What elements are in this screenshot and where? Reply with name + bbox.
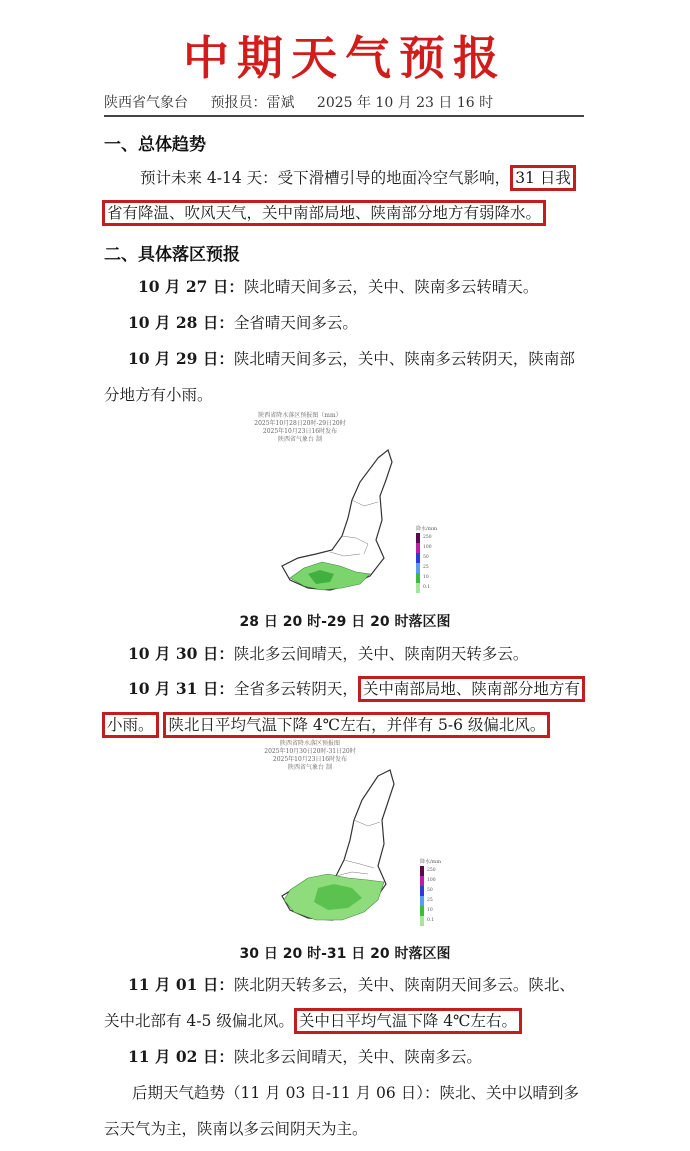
- legend-swatch: [420, 886, 424, 896]
- map1-period: 2025年10月28日20时-29日20时: [254, 420, 346, 427]
- forecast-day-1101-cont: [104, 1009, 522, 1031]
- legend2-title: 降水/mm: [420, 859, 442, 865]
- day-text: 全省多云转阴天，: [233, 680, 358, 698]
- legend-swatch: [420, 916, 424, 926]
- trend-line-2: 云天气为主，陕南以多云间阴天为主。: [104, 1120, 368, 1138]
- issuing-office: 陕西省气象台: [104, 95, 188, 111]
- legend-tick-label: 10: [423, 575, 429, 580]
- legend-tick-label: 10: [427, 908, 433, 913]
- trend-line-1: 后期天气趋势（11 月 03 日-11 月 06 日）：陕北、关中以晴到多: [132, 1084, 579, 1102]
- highlight-box-1031-2: 小雨。: [102, 712, 159, 738]
- document-title: 中期天气预报: [183, 31, 507, 85]
- legend-tick-label: 25: [423, 565, 429, 570]
- highlight-box-1101: 关中日平均气温下降 4℃左右。: [294, 1008, 522, 1034]
- map1-caption: 28 日 20 时-29 日 20 时落区图: [239, 614, 451, 630]
- legend-tick-label: 0.1: [423, 585, 431, 590]
- forecast-day-1031: [128, 677, 585, 699]
- day-text: 陕北晴天间多云，关中、陕南多云转晴天。: [243, 278, 539, 296]
- legend-tick-label: 50: [423, 555, 429, 560]
- overall-text: 预计未来 4-14 天：受下滑槽引导的地面冷空气影响，: [140, 169, 511, 187]
- highlight-box-1031-1: 关中南部局地、陕南部分地方有: [358, 676, 585, 702]
- map2-issued: 2025年10月23日16时发布: [272, 756, 348, 763]
- overall-line-2: [102, 201, 546, 223]
- legend-tick-label: 100: [427, 878, 436, 883]
- highlight-box-1031-3: 陕北日平均气温下降 4℃左右，并伴有 5-6 级偏北风。: [163, 712, 550, 738]
- legend-swatch: [416, 573, 420, 583]
- legend-swatch: [420, 906, 424, 916]
- highlight-box-overall-1: 31 日我: [510, 165, 576, 191]
- legend-tick-label: 250: [423, 535, 432, 540]
- day-date: 10 月 31 日：: [128, 679, 234, 698]
- map2-title: 陕西省降水落区预报图: [279, 740, 340, 747]
- legend-swatch: [420, 866, 424, 876]
- legend-tick-label: 25: [427, 898, 433, 903]
- map2-period: 2025年10月30日20时-31日20时: [264, 748, 356, 755]
- masthead: [104, 92, 584, 117]
- map1-title: 陕西省降水落区预报图（mm）: [258, 412, 342, 419]
- day-date: 10 月 28 日：: [128, 313, 234, 332]
- day-date: 11 月 01 日：: [128, 975, 234, 994]
- day-date: 10 月 30 日：: [128, 644, 234, 663]
- day-text: 陕北多云间晴天，关中、陕南多云。: [233, 1048, 482, 1066]
- day-date: 11 月 02 日：: [128, 1047, 234, 1066]
- forecast-day-1028: [128, 311, 358, 333]
- highlight-box-overall-2: 省有降温、吹风天气，关中南部局地、陕南部分地方有弱降水。: [102, 200, 546, 226]
- map1-issued: 2025年10月23日16时发布: [262, 428, 338, 435]
- forecast-day-1031-cont: [102, 713, 550, 735]
- legend-tick-label: 50: [427, 888, 433, 893]
- forecast-day-1029-cont: 分地方有小雨。: [104, 386, 213, 404]
- forecast-day-1030: [128, 642, 528, 664]
- issue-time: 2025 年 10 月 23 日 16 时: [316, 95, 494, 111]
- day-date: 10 月 27 日：: [138, 277, 244, 296]
- legend-tick-label: 100: [423, 545, 432, 550]
- day-text: 全省晴天间多云。: [233, 314, 358, 332]
- forecast-day-1027: [138, 275, 538, 297]
- legend-swatch: [416, 583, 420, 593]
- section-heading-regional: 二、具体落区预报: [104, 245, 240, 265]
- forecast-day-1101: [128, 973, 575, 995]
- overall-line-1: [140, 166, 576, 188]
- map2-producer: 陕西省气象台 制: [288, 764, 332, 771]
- legend-swatch: [416, 563, 420, 573]
- forecast-day-1102: [128, 1045, 482, 1067]
- legend1-title: 降水/mm: [416, 526, 438, 532]
- map1-producer: 陕西省气象台 制: [278, 436, 322, 443]
- section-heading-overall: 一、总体趋势: [104, 135, 206, 155]
- forecaster: 预报员：雷斌: [210, 95, 295, 111]
- day-text: 陕北多云间晴天，关中、陕南阴天转多云。: [233, 645, 529, 663]
- legend-swatch: [416, 533, 420, 543]
- legend-tick-label: 250: [427, 868, 436, 873]
- legend-swatch: [416, 553, 420, 563]
- map1-shaanxi-precip: [260, 440, 440, 600]
- legend-swatch: [416, 543, 420, 553]
- day-text: 陕北晴天间多云，关中、陕南多云转阴天，陕南部: [233, 350, 575, 368]
- legend-swatch: [420, 876, 424, 886]
- day-text: 陕北阴天转多云，关中、陕南阴天间多云。陕北、: [233, 976, 575, 994]
- map2-caption: 30 日 20 时-31 日 20 时落区图: [239, 946, 451, 962]
- legend-swatch: [420, 896, 424, 906]
- day-text: 关中北部有 4-5 级偏北风。: [104, 1012, 294, 1030]
- legend-tick-label: 0.1: [427, 918, 435, 923]
- day-date: 10 月 29 日：: [128, 349, 234, 368]
- forecast-day-1029: [128, 347, 575, 369]
